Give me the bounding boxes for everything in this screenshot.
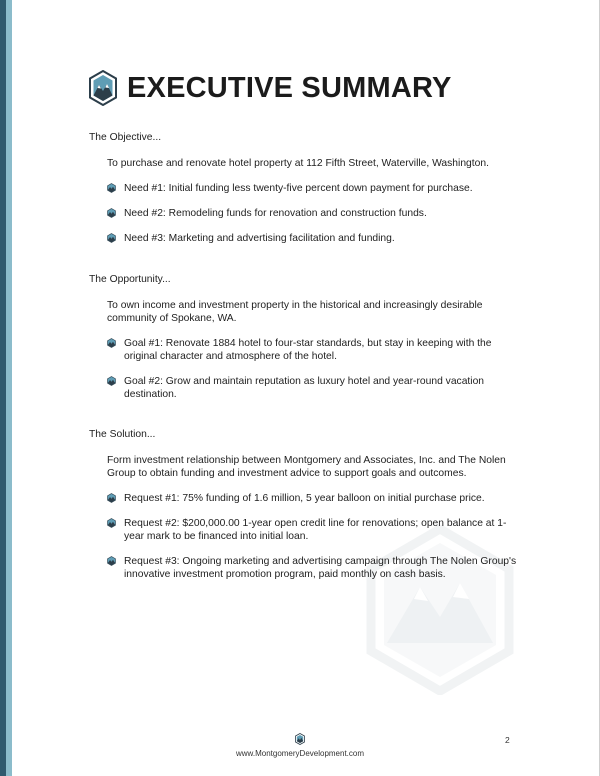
bullet-text: Request #3: Ongoing marketing and advertising campaign through The Nolen Group's innovative investment promotion program, paid monthly on cash basis. xyxy=(124,556,517,580)
mountain-bullet-icon xyxy=(107,338,116,348)
opportunity-intro: To own income and investment property in the historical and increasingly desirable community of Spokane, WA. xyxy=(107,300,483,324)
objective-section xyxy=(89,131,519,257)
section-heading-opportunity: The Opportunity... xyxy=(89,274,171,285)
section-heading-objective: The Objective... xyxy=(89,132,162,143)
bullet-text: Need #3: Marketing and advertising facilitation and funding. xyxy=(124,233,395,244)
page-header xyxy=(89,70,452,106)
objective-intro: To purchase and renovate hotel property at 112 Fifth Street, Waterville, Washington. xyxy=(107,158,489,169)
list-item xyxy=(107,555,519,581)
mountain-bullet-icon xyxy=(107,556,116,566)
mountain-bullet-icon xyxy=(107,183,116,193)
mountain-bullet-icon xyxy=(107,208,116,218)
list-item xyxy=(107,337,519,363)
footer-logo-icon xyxy=(295,733,305,745)
footer-url: www.MontgomeryDevelopment.com xyxy=(235,749,365,758)
bullet-text: Request #1: 75% funding of 1.6 million, 5 year balloon on initial purchase price. xyxy=(124,493,485,504)
section-heading-solution: The Solution... xyxy=(89,429,156,440)
page-number: 2 xyxy=(505,735,510,745)
mountain-bullet-icon xyxy=(107,233,116,243)
list-item xyxy=(107,492,519,505)
list-item xyxy=(107,207,519,220)
list-item xyxy=(107,375,519,401)
bullet-text: Goal #2: Grow and maintain reputation as luxury hotel and year-round vacation destination. xyxy=(124,376,485,400)
bullet-text: Need #1: Initial funding less twenty-five percent down payment for purchase. xyxy=(124,183,473,194)
mountain-bullet-icon xyxy=(107,518,116,528)
solution-section xyxy=(89,428,519,593)
side-bar-light-stripe xyxy=(6,0,12,776)
opportunity-section xyxy=(89,273,519,413)
solution-intro: Form investment relationship between Montgomery and Associates, Inc. and The Nolen Group to obtain funding and investment advice to support goals and outcomes. xyxy=(107,455,506,479)
bullet-text: Need #2: Remodeling funds for renovation and construction funds. xyxy=(124,208,427,219)
mountain-bullet-icon xyxy=(107,493,116,503)
mountain-hexagon-logo-icon xyxy=(89,70,117,106)
bullet-text: Request #2: $200,000.00 1-year open credit line for renovations; open balance at 1-year mark to be financed into initial loan. xyxy=(124,518,507,542)
list-item xyxy=(107,232,519,245)
list-item xyxy=(107,182,519,195)
mountain-bullet-icon xyxy=(107,376,116,386)
page-title: EXECUTIVE SUMMARY xyxy=(127,71,452,104)
list-item xyxy=(107,517,519,543)
bullet-text: Goal #1: Renovate 1884 hotel to four-star standards, but stay in keeping with the original character and atmosphere of the hotel. xyxy=(124,338,492,362)
